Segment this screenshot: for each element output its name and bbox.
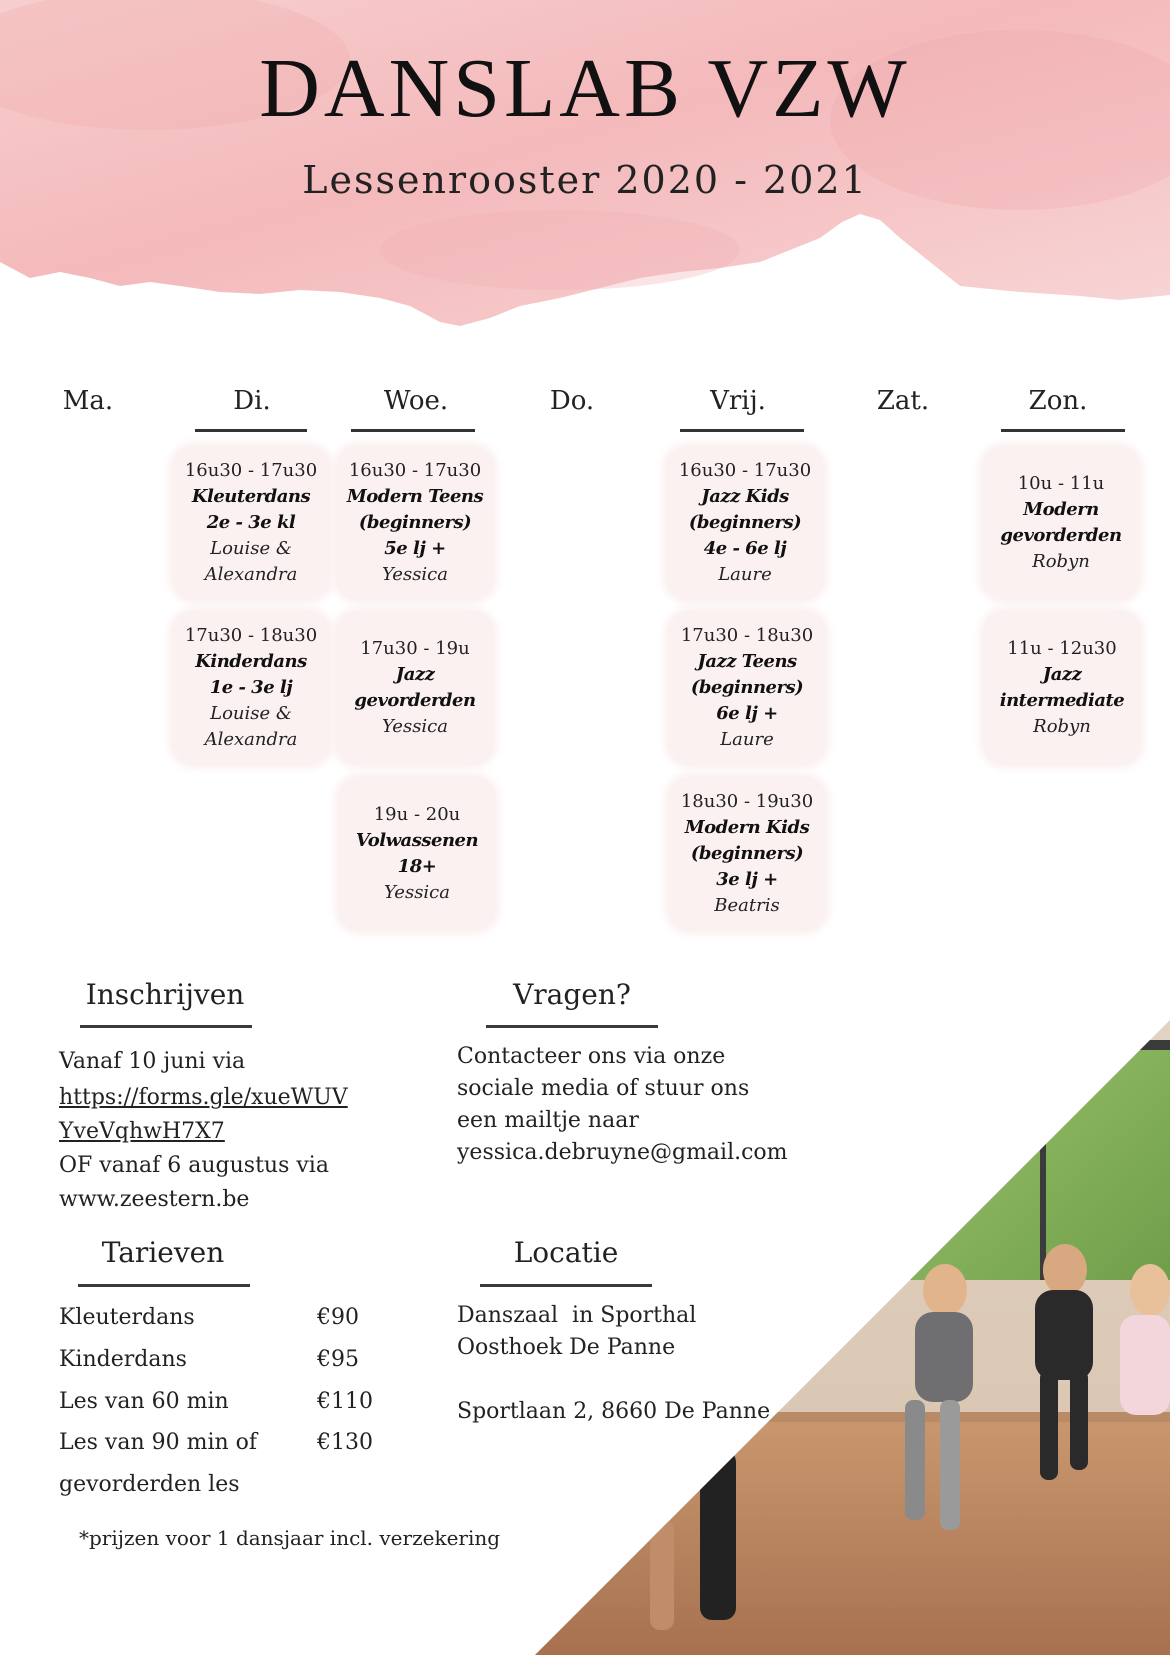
class-card-di-kleuterdans (172, 446, 330, 600)
price-label-cont: gevorderden les (59, 1472, 240, 1497)
class-card-woe-volwassenen (338, 777, 496, 931)
vragen-heading: Vragen? (513, 978, 631, 1011)
class-teacher: Alexandra (204, 564, 298, 585)
class-teacher: Laure (720, 729, 774, 750)
class-name: Volwassenen (355, 830, 479, 851)
class-level: (beginners) (690, 843, 804, 864)
class-name: Jazz (395, 664, 435, 685)
price-value: €130 (317, 1430, 373, 1455)
class-card-woe-jazz (336, 611, 494, 765)
class-time: 18u30 - 19u30 (680, 791, 814, 812)
class-age: 5e lj + (384, 538, 446, 559)
inschrijven-line: Vanaf 10 juni via (59, 1049, 246, 1074)
vragen-line: sociale media of stuur ons (457, 1076, 750, 1101)
inschrijven-text (59, 1046, 419, 1216)
class-time: 16u30 - 17u30 (348, 460, 482, 481)
class-card-zon-modern (982, 446, 1140, 600)
class-teacher: Louise & (210, 703, 292, 724)
day-underline-zon (1001, 429, 1125, 432)
class-age: 3e lj + (716, 869, 778, 890)
class-time: 16u30 - 17u30 (184, 460, 318, 481)
class-teacher: Beatris (714, 895, 780, 916)
class-teacher: Yessica (381, 564, 448, 585)
price-value: €95 (317, 1347, 359, 1372)
locatie-address: Sportlaan 2, 8660 De Panne (457, 1399, 771, 1424)
class-name: Modern Teens (346, 486, 484, 507)
class-card-di-kinderdans (172, 611, 330, 765)
inschrijven-underline (80, 1025, 252, 1028)
class-level: gevorderden (1000, 525, 1122, 546)
price-label: Kleuterdans (59, 1305, 195, 1330)
class-teacher: Louise & (210, 538, 292, 559)
contact-email[interactable]: yessica.debruyne@gmail.com (457, 1140, 788, 1165)
class-teacher: Yessica (381, 716, 448, 737)
class-time: 11u - 12u30 (1007, 638, 1117, 659)
locatie-line: Oosthoek De Panne (457, 1335, 676, 1360)
class-time: 17u30 - 18u30 (680, 625, 814, 646)
class-time: 19u - 20u (373, 804, 461, 825)
price-value: €110 (317, 1389, 373, 1414)
class-level: (beginners) (688, 512, 802, 533)
price-label: Les van 60 min (59, 1389, 229, 1414)
class-level: 1e - 3e lj (209, 677, 293, 698)
class-name: Jazz (1042, 664, 1082, 685)
tarieven-heading: Tarieven (101, 1236, 225, 1269)
locatie-line: Danszaal in Sporthal (457, 1303, 697, 1328)
day-header-di: Di. (233, 386, 271, 416)
class-name: Kinderdans (195, 651, 307, 672)
class-card-zon-jazz (983, 611, 1141, 765)
class-time: 17u30 - 18u30 (184, 625, 318, 646)
locatie-heading: Locatie (513, 1236, 619, 1269)
class-level: gevorderden (354, 690, 476, 711)
class-age: 18+ (397, 856, 437, 877)
page-subtitle: Lessenrooster 2020 - 2021 (302, 158, 868, 202)
class-name: Jazz Kids (701, 486, 789, 507)
day-header-ma: Ma. (62, 386, 114, 416)
class-card-vrij-jazz-teens (668, 611, 826, 765)
vragen-line: Contacteer ons via onze (457, 1044, 726, 1069)
day-header-zon: Zon. (1028, 386, 1088, 416)
class-name: Kleuterdans (191, 486, 311, 507)
locatie-text (457, 1300, 777, 1428)
day-underline-woe (351, 429, 475, 432)
day-header-zat: Zat. (876, 386, 930, 416)
vragen-underline (486, 1025, 658, 1028)
inschrijven-heading: Inschrijven (85, 978, 245, 1011)
price-note: *prijzen voor 1 dansjaar incl. verzekering (79, 1526, 501, 1550)
day-underline-vrij (680, 429, 804, 432)
class-level: 2e - 3e kl (206, 512, 296, 533)
price-label: Kinderdans (59, 1347, 187, 1372)
vragen-line: een mailtje naar (457, 1108, 639, 1133)
class-name: Modern (1023, 499, 1099, 520)
registration-link-cont[interactable]: YveVqhwH7X7 (59, 1119, 225, 1144)
vragen-text (457, 1041, 857, 1169)
tarieven-underline (78, 1284, 250, 1287)
day-header-vrij: Vrij. (710, 386, 766, 416)
class-teacher: Alexandra (204, 729, 298, 750)
class-card-woe-modern-teens (336, 446, 494, 600)
price-value: €90 (317, 1305, 359, 1330)
price-label: Les van 90 min of (59, 1430, 258, 1455)
class-time: 17u30 - 19u (360, 638, 470, 659)
day-header-woe: Woe. (383, 386, 449, 416)
locatie-underline (480, 1284, 652, 1287)
class-name: Jazz Teens (697, 651, 797, 672)
class-age: 6e lj + (716, 703, 778, 724)
class-teacher: Laure (718, 564, 772, 585)
website-link[interactable]: www.zeestern.be (59, 1187, 250, 1212)
class-age: 4e - 6e lj (703, 538, 787, 559)
day-header-do: Do. (549, 386, 595, 416)
class-time: 10u - 11u (1017, 473, 1105, 494)
class-card-vrij-jazz-kids (666, 446, 824, 600)
class-teacher: Robyn (1033, 716, 1091, 737)
class-level: (beginners) (358, 512, 472, 533)
inschrijven-line: OF vanaf 6 augustus via (59, 1153, 329, 1178)
page-title: DANSLAB VZW (259, 42, 911, 135)
class-name: Modern Kids (684, 817, 810, 838)
class-teacher: Robyn (1032, 551, 1090, 572)
registration-link[interactable]: https://forms.gle/xueWUV (59, 1085, 348, 1110)
class-time: 16u30 - 17u30 (678, 460, 812, 481)
day-underline-di (195, 429, 307, 432)
class-level: (beginners) (690, 677, 804, 698)
class-level: intermediate (999, 690, 1125, 711)
class-card-vrij-modern-kids (668, 777, 826, 931)
class-teacher: Yessica (383, 882, 450, 903)
